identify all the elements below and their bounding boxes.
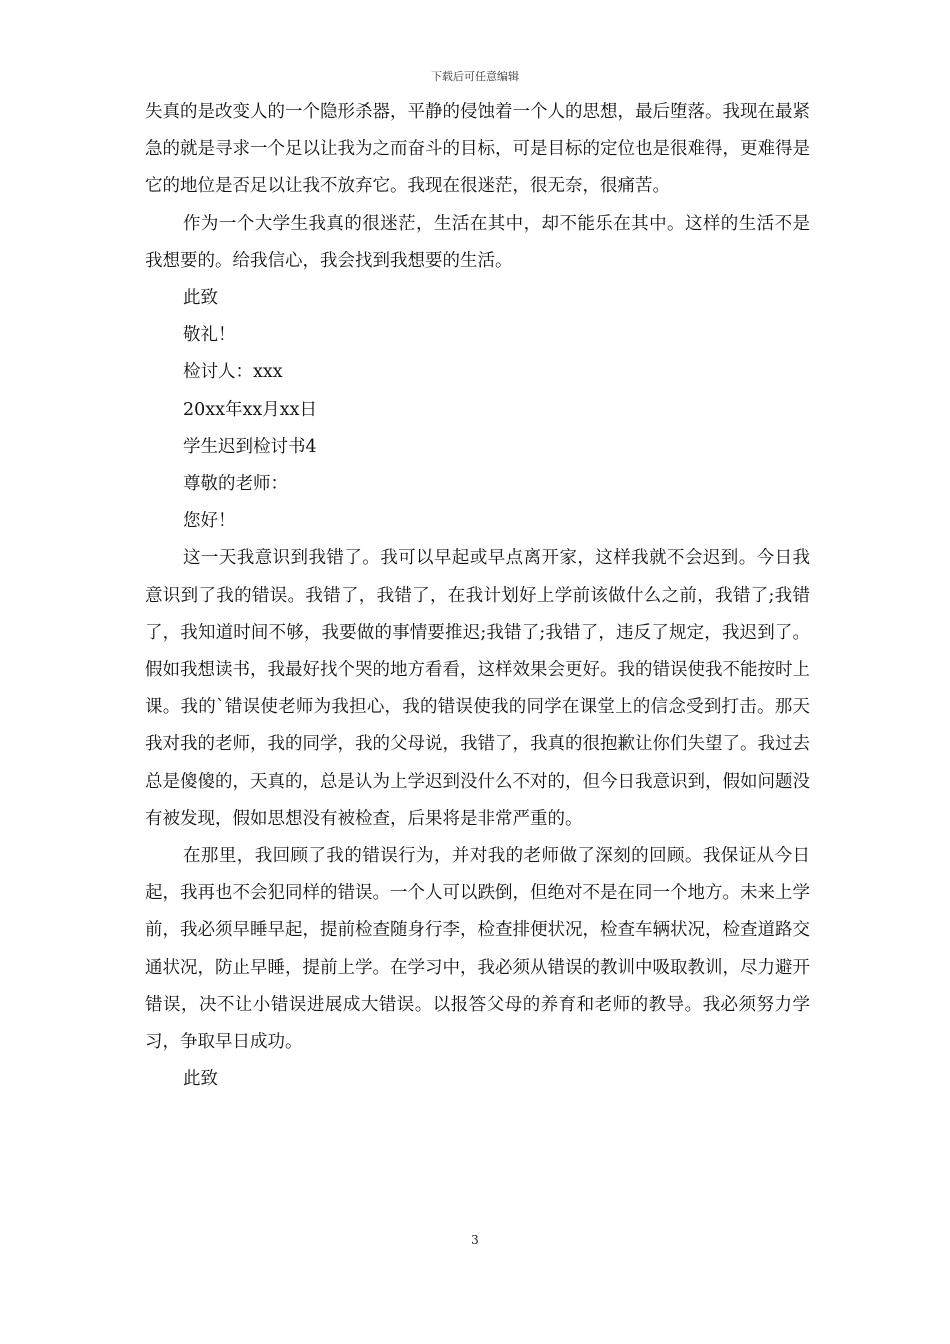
paragraph-continuation: 失真的是改变人的一个隐形杀器，平静的侵蚀着一个人的思想，最后堕落。我现在最紧急的就是寻求一个足以让我为之而奋斗的目标，可是目标的定位也是很难得，更难得是它的地位是否足以让我不放弃它。我现在很迷茫，很无奈，很痛苦。 [145, 102, 810, 197]
closing-salutation: 此致 [183, 288, 218, 309]
closing-salutation-2: 此致 [183, 1069, 218, 1090]
paragraph-admission: 这一天我意识到我错了。我可以早起或早点离开家，这样我就不会迟到。今日我意识到了我的错误。我错了，我错了，在我计划好上学前该做什么之前，我错了;我错了，我知道时间不够，我要做的事情要推迟;我错了;我错了，违反了规定，我迟到了。假如我想读书，我最好找个哭的地方看看，这样效果会更好。我的错误使我不能按时上课。我的`错误使老师为我担心，我的错误使我的同学在课堂上的信念受到打击。那天我对我的老师，我的同学，我的父母说，我错了，我真的很抱歉让你们失望了。我过去总是傻傻的，天真的，总是认为上学迟到没什么不对的，但今日我意识到，假如问题没有被发现，假如思想没有被检查，后果将是非常严重的。 [145, 548, 810, 829]
page-number: 3 [471, 1233, 479, 1247]
paragraph-promise: 在那里，我回顾了我的错误行为，并对我的老师做了深刻的回顾。我保证从今日起，我再也不会犯同样的错误。一个人可以跌倒，但绝对不是在同一个地方。未来上学前，我必须早睡早起，提前检查随身行李，检查排便状况，检查车辆状况，检查道路交通状况，防止早睡，提前上学。在学习中，我必须从错误的教训中吸取教训，尽力避开错误，决不让小错误进展成大错误。以报答父母的养育和老师的教导。我必须努力学习，争取早日成功。 [145, 846, 810, 1053]
document-body [145, 94, 810, 1098]
date-line: 20xx年xx月xx日 [183, 399, 317, 420]
greeting-addressee: 尊敬的老师： [183, 474, 288, 495]
paragraph-college-life: 作为一个大学生我真的很迷茫，生活在其中，却不能乐在其中。这样的生活不是我想要的。给我信心，我会找到我想要的生活。 [145, 213, 810, 271]
greeting-hello: 您好！ [183, 511, 236, 532]
section-title: 学生迟到检讨书4 [183, 436, 317, 457]
page-header-note: 下载后可任意编辑 [431, 70, 519, 83]
signature-line: 检讨人：xxx [183, 362, 283, 383]
closing-regards: 敬礼！ [183, 325, 236, 346]
